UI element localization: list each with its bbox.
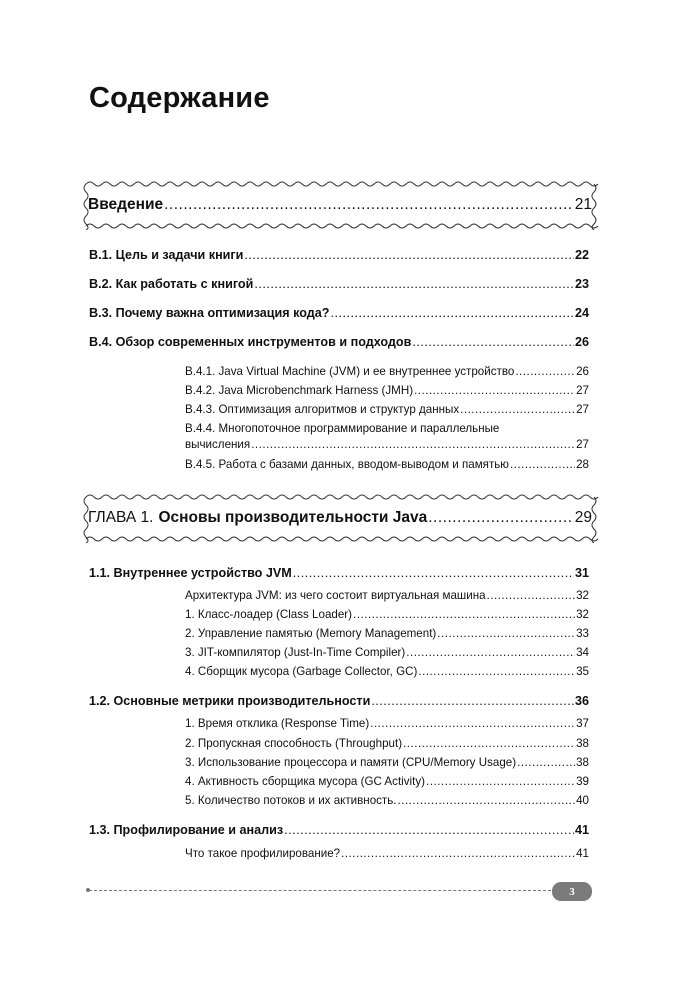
toc-entry-1-1-a[interactable]: Архитектура JVM: из чего состоит виртуальная машина ..... 32 — [185, 589, 589, 602]
toc-entry-1-2-d[interactable]: 4. Активность сборщика мусора (GC Activity) ..... 39 — [185, 775, 589, 788]
toc-entry-b1[interactable]: В.1. Цель и задачи книги ..... 22 — [89, 248, 589, 262]
toc-entry-b42[interactable]: В.4.2. Java Microbenchmark Harness (JMH) ..... 27 — [185, 384, 589, 397]
chapter-box — [80, 493, 600, 543]
toc-entry-1-1[interactable]: 1.1. Внутреннее устройство JVM ..... 31 — [89, 566, 589, 580]
toc-entry-b44[interactable]: В.4.4. Многопоточное программирование и параллельные вычисления ..... 27 — [185, 421, 589, 453]
footer-rule — [89, 890, 551, 891]
toc-entry-1-2-c[interactable]: 3. Использование процессора и памяти (CPU/Memory Usage) ..... 38 — [185, 756, 589, 769]
toc-entry-1-1-d[interactable]: 3. JIT-компилятор (Just-In-Time Compiler) ..... 34 — [185, 646, 589, 659]
toc-entry-1-2-b[interactable]: 2. Пропускная способность (Throughput) ..... 38 — [185, 737, 589, 750]
chapter-page: 29 — [574, 509, 592, 526]
chapter-title: Основы производительности Java — [158, 509, 428, 526]
toc-entry-b41[interactable]: В.4.1. Java Virtual Machine (JVM) и ее внутреннее устройство ..... 26 — [185, 365, 589, 378]
toc-entry-1-1-e[interactable]: 4. Сборщик мусора (Garbage Collector, GC) ..... 35 — [185, 665, 589, 678]
intro-title: Введение — [88, 196, 164, 213]
chapter-prefix: ГЛАВА 1. — [88, 509, 154, 526]
toc-entry-1-2-a[interactable]: 1. Время отклика (Response Time) ..... 37 — [185, 717, 589, 730]
toc-entry-b2[interactable]: В.2. Как работать с книгой ..... 23 — [89, 277, 589, 291]
toc-entry-b3[interactable]: В.3. Почему важна оптимизация кода? ..... 24 — [89, 306, 589, 320]
intro-page: 21 — [574, 196, 592, 213]
toc-entry-1-2-e[interactable]: 5. Количество потоков и их активность. ..... 40 — [185, 794, 589, 807]
toc-entry-1-3-a[interactable]: Что такое профилирование? ..... 41 — [185, 847, 589, 860]
chapter-heading[interactable] — [88, 493, 592, 543]
toc-entry-b45[interactable]: В.4.5. Работа с базами данных, вводом-выводом и памятью ..... 28 — [185, 458, 589, 471]
intro-heading[interactable] — [88, 180, 592, 230]
page-number-badge: 3 — [552, 882, 592, 901]
toc-entry-1-2[interactable]: 1.2. Основные метрики производительности ..... 36 — [89, 694, 589, 708]
toc-entry-b43[interactable]: В.4.3. Оптимизация алгоритмов и структур данных ..... 27 — [185, 403, 589, 416]
toc-entry-1-3[interactable]: 1.3. Профилирование и анализ ..... 41 — [89, 823, 589, 837]
toc-entry-1-1-c[interactable]: 2. Управление памятью (Memory Management) ..... 33 — [185, 627, 589, 640]
page-title: Содержание — [89, 82, 270, 114]
toc-entry-b4[interactable]: В.4. Обзор современных инструментов и подходов ..... 26 — [89, 335, 589, 349]
toc-entry-1-1-b[interactable]: 1. Класс-лоадер (Class Loader) ..... 32 — [185, 608, 589, 621]
intro-box — [80, 180, 600, 230]
